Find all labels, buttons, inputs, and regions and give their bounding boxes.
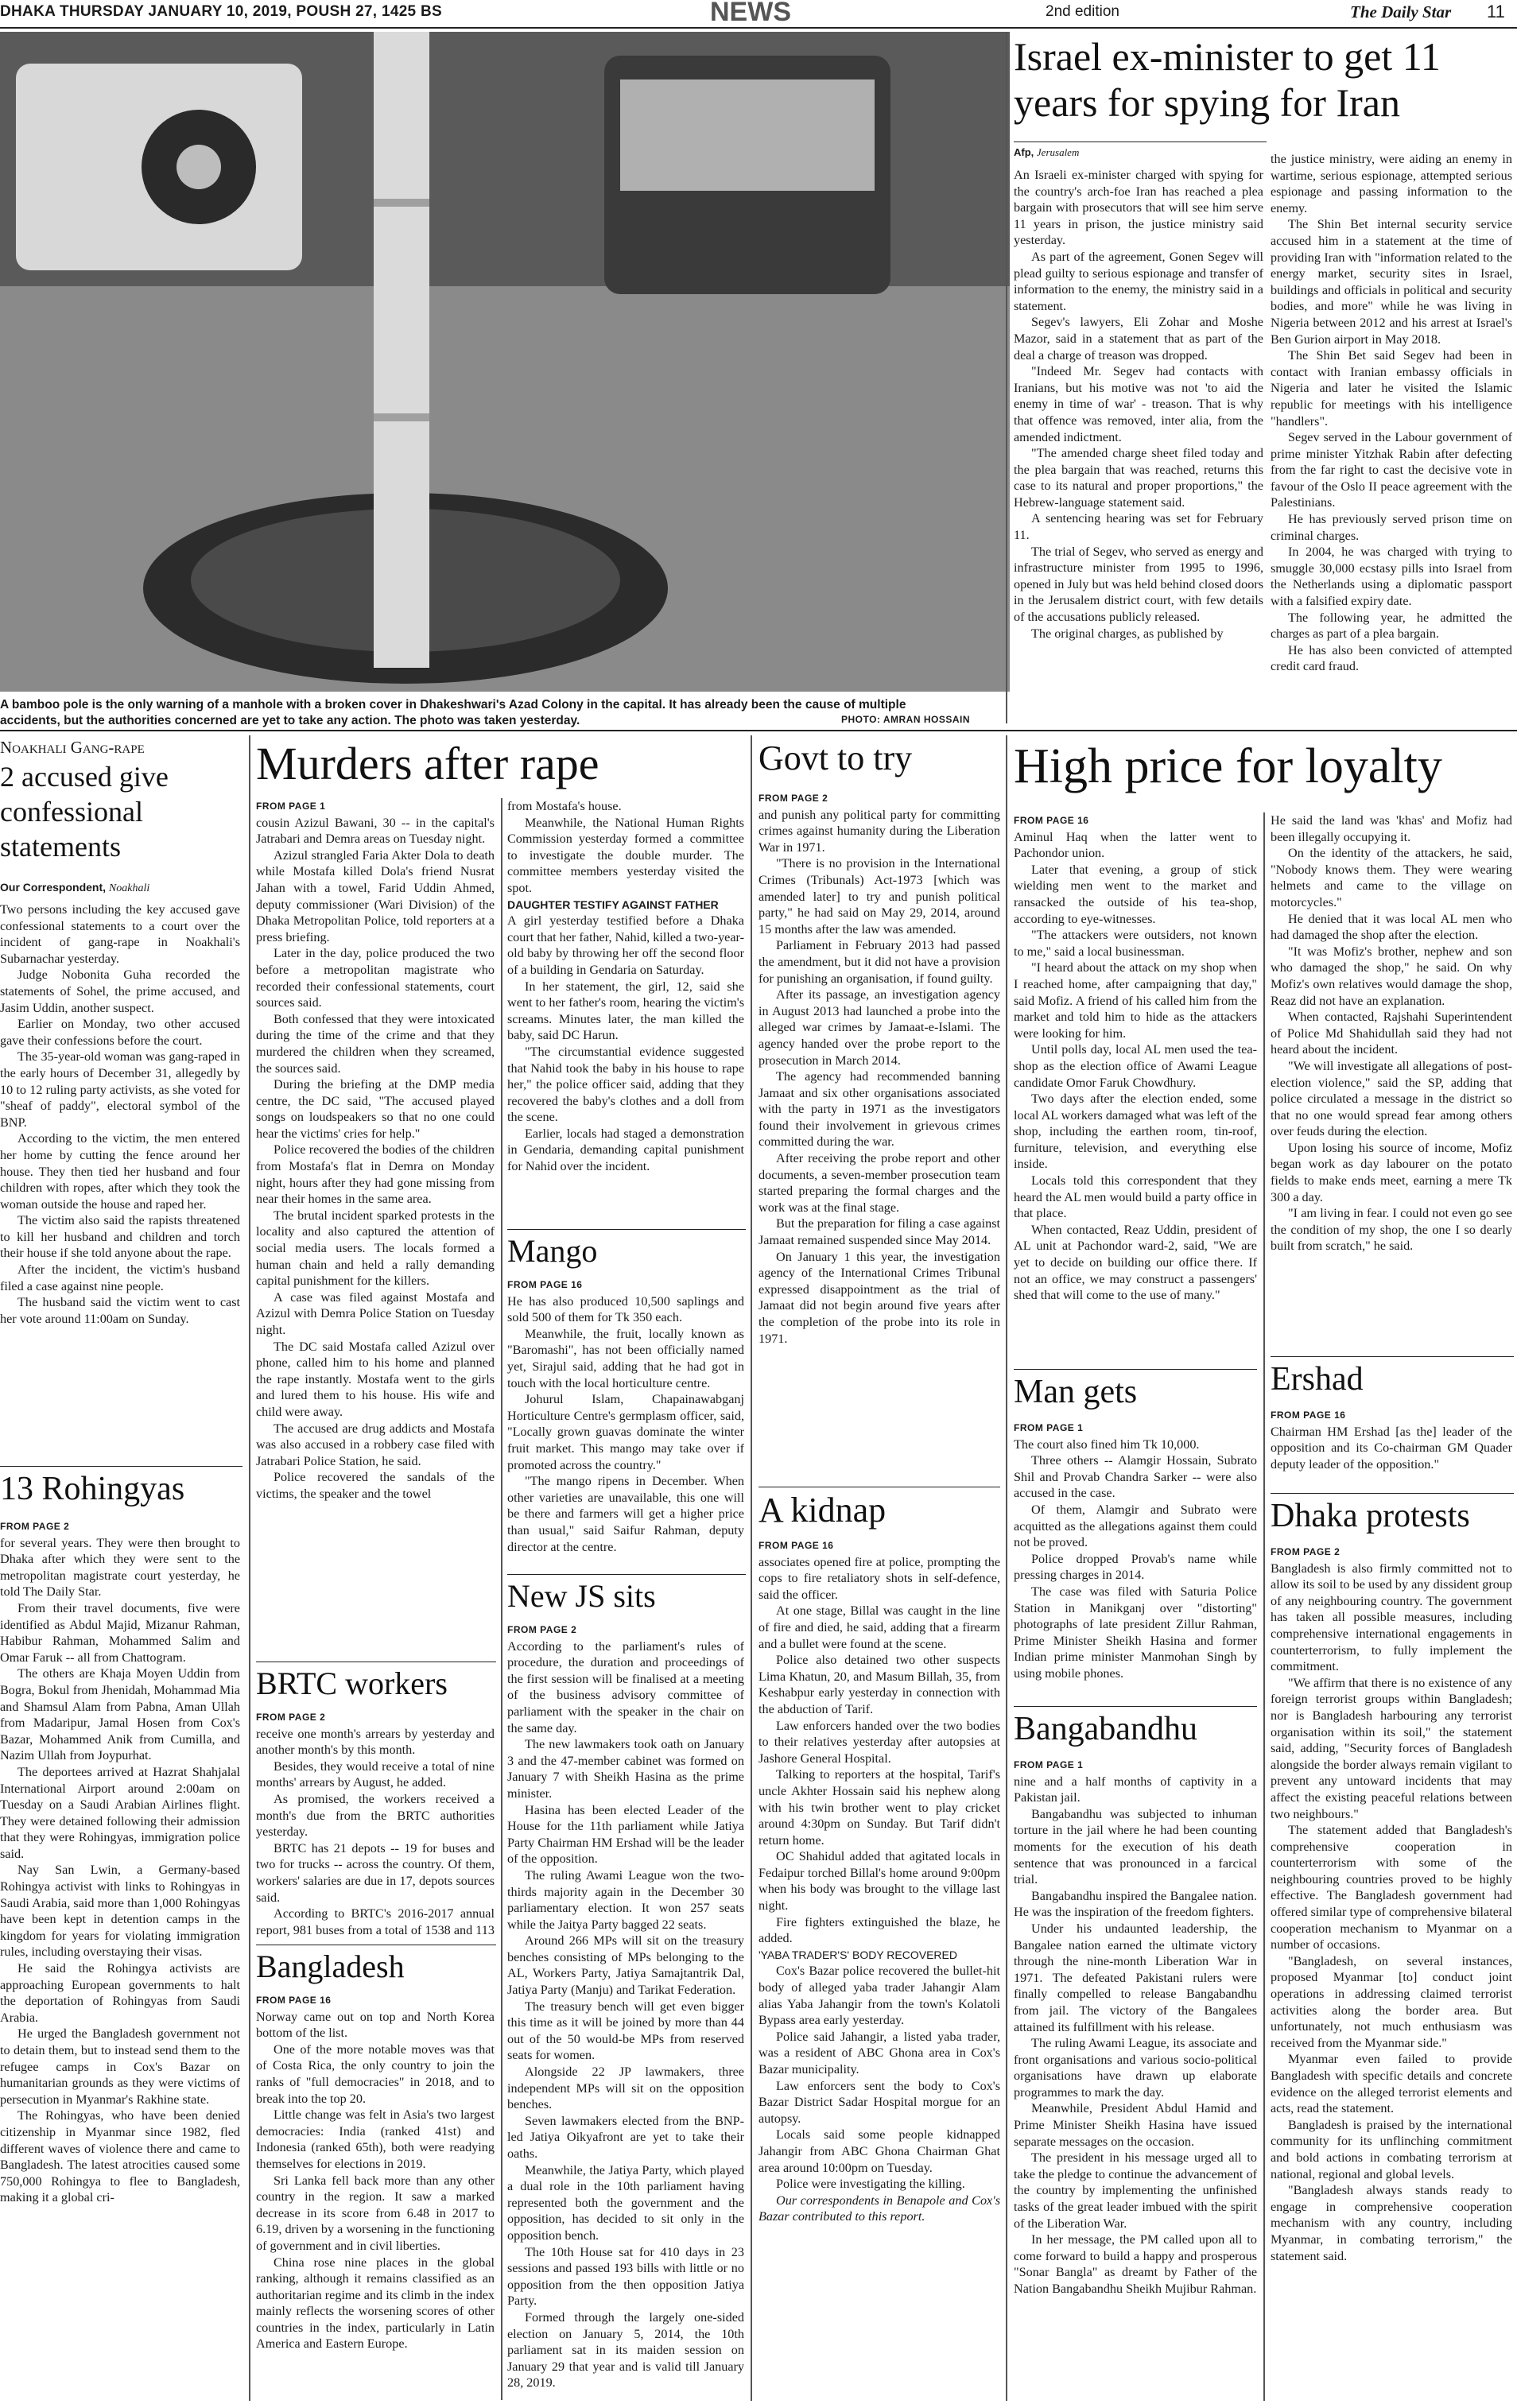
noakhali-correspondent: Our Correspondent, (0, 881, 107, 894)
photo-illustration (0, 32, 1010, 692)
paragraph: But the preparation for filing a case against Jamaat remained suspended since May 2014. (758, 1216, 1000, 1248)
paragraph: Judge Nobonita Guha recorded the statements of Sohel, the prime accused, and Jasim Uddin, another suspect. (0, 967, 240, 1015)
ershad-rule (1271, 1356, 1514, 1357)
rohingyas-body (0, 1518, 240, 2401)
paragraph: Law enforcers sent the body to Cox's Bazar District Sadar Hospital morgue for an autopsy. (758, 2078, 1000, 2126)
paragraph: "The circumstantial evidence suggested that Nahid took the baby in his house to rape her," the police officer said, adding that they recovered the baby's clothes and a doll from the scene. (507, 1044, 744, 1125)
photo-caption: A bamboo pole is the only warning of a manhole with a broken cover in Dhakeshwari's Azad Colony in the capital. It has already been the cause of multiple accidents, but the authorities concerned are yet to take any action. The photo was taken yesterday. (0, 698, 906, 727)
dhaka-body (1271, 1544, 1512, 2401)
paragraph: The 10th House sat for 410 days in 23 sessions and passed 193 bills with little or no opposition from the then opposition Jatiya Party. (507, 2244, 744, 2309)
paragraph: Of them, Alamgir and Subrato were acquitted as the allegations against them could not be proved. (1014, 1502, 1257, 1550)
kidnap-from: FROM PAGE 16 (758, 1540, 834, 1551)
bangabandhu-body (1014, 1757, 1257, 2401)
mangets-from: FROM PAGE 1 (1014, 1422, 1084, 1433)
paragraph: When contacted, Rajshahi Superintendent of Police Md Shahidullah said they had not heard about the incident. (1271, 1010, 1512, 1057)
paragraph: Locals said some people kidnapped Jahangir from ABC Ghona Chairman Ghat area around 10:00pm on Tuesday. (758, 2127, 1000, 2175)
paragraph: Police said Jahangir, a listed yaba trader, was a resident of ABC Ghona area in Cox's Bazar municipality. (758, 2029, 1000, 2076)
paragraph: The statement added that Bangladesh's comprehensive cooperation in counterterrorism with some of the neighbouring countries proved to be highly effective. The Bangladesh government had offered similar type of comprehensive bilateral cooperation mechanism to Myanmar on a number of occasions. (1271, 1823, 1512, 1952)
noakhali-place: Noakhali (108, 882, 150, 894)
noakhali-byline (0, 881, 149, 895)
israel-agency: Afp, (1014, 146, 1034, 158)
govt-headline: Govt to try (758, 739, 913, 777)
ershad-headline: Ershad (1271, 1361, 1364, 1398)
paragraph: An Israeli ex-minister charged with spying for the country's arch-foe Iran has reached a plea bargain with prosecutors that will see him serve 11 years in prison, the justice ministry said yesterday. (1014, 168, 1263, 248)
kidnap-subhead: 'YABA TRADER'S' BODY RECOVERED (758, 1948, 957, 1961)
loyalty-headline: High price for loyalty (1014, 739, 1442, 793)
paragraph: "The mango ripens in December. When other varieties are unavailable, this one will be there and farmers will get a higher price than usual," said Saifur Rahman, deputy director at the centre. (507, 1474, 744, 1554)
paragraph: Meanwhile, President Abdul Hamid and Prime Minister Sheikh Hasina have issued separate messages on the occasion. (1014, 2101, 1257, 2149)
paragraph: Around 266 MPs will sit on the treasury benches consisting of MPs belonging to the AL, Workers Party, Jatiya Samajtantrik Dal, Jatiya Party (Manju) and Tarikat Federation. (507, 1933, 744, 1998)
paragraph: The accused are drug addicts and Mostafa was also accused in a robbery case filed with Jatrabari Police Station, he said. (256, 1421, 495, 1468)
paragraph: Law enforcers handed over the two bodies to their relatives yesterday after autopsies at Jashore General Hospital. (758, 1718, 1000, 1766)
israel-divider (1006, 32, 1007, 723)
paragraph: On January 1 this year, the investigation agency of the International Crimes Tribunal expressed disappointment as the trial of Jamaat did not begin around five years after the completion of the probe into its role in 1971. (758, 1249, 1000, 1346)
murders-subhead: DAUGHTER TESTIFY AGAINST FATHER (507, 898, 719, 911)
bangladesh-headline: Bangladesh (256, 1949, 405, 1984)
paragraph: Bangladesh is praised by the international community for its unflinching commitment and bold actions in combating terrorism at national, regional and global levels. (1271, 2117, 1512, 2181)
paragraph: Both confessed that they were intoxicated during the time of the crime and that they murdered the children when they screamed, the sources said. (256, 1011, 495, 1076)
paragraph: The others are Khaja Moyen Uddin from Bogra, Bokul from Jhenidah, Mohammad Mia and Shamsul Alam from Pabna, Aman Ullah from Madaripur, Jamal Hosen from Cox's Bazar, Mohammed Anik from Cumilla, and Nazim Ullah from Joypurhat. (0, 1666, 240, 1763)
paragraph: China rose nine places in the global ranking, although it remains classified as an authoritarian regime and its climb in the index mainly reflects the worsening scores of other countries in the index, particularly in Latin America and Eastern Europe. (256, 2255, 495, 2352)
paragraph: for several years. They were then brought to Dhaka after which they were sent to the metropolitan magistrate court yesterday, he told The Daily Star. (0, 1535, 240, 1600)
paragraph: Earlier, locals had staged a demonstration in Gendaria, demanding capital punishment for Nahid over the incident. (507, 1126, 744, 1174)
ershad-body (1271, 1407, 1512, 1503)
paragraph: Hasina has been elected Leader of the House for the 11th parliament while Jatiya Party Chairman HM Ershad will be the leader of the opposition. (507, 1802, 744, 1867)
paragraph: He has previously served prison time on criminal charges. (1271, 512, 1512, 543)
bangladesh-from: FROM PAGE 16 (256, 1995, 332, 2006)
paragraph: Nay San Lwin, a Germany-based Rohingya activist with links to Rohingyas in Saudi Arabia, said more than 1,000 Rohingyas have been kept in detention camps in the kingdom for years for violating immigration rules, including overstaying their visas. (0, 1863, 240, 1960)
rohingyas-from: FROM PAGE 2 (0, 1521, 70, 1532)
paragraph: The Shin Bet internal security service accused him in a statement at the time of providing Iran with "information related to the energy market, security sites in Israel, buildings and officials in political and security bodies, and more" while he was living in Nigeria between 2012 and his arrest at Israel's Ben Gurion airport in May 2018. (1271, 217, 1512, 347)
paragraph: In her statement, the girl, 12, said she went to her father's room, hearing the victim's screams. Minutes later, the man killed the baby, said DC Harun. (507, 979, 744, 1043)
paragraph: "Bangladesh always stands ready to engage in comprehensive cooperation mechanism with any country, including Myanmar, in combating terrorism," the statement said. (1271, 2183, 1512, 2263)
paragraph: "We affirm that there is no existence of any foreign terrorist groups within Bangladesh; nor is Bangladesh harbouring any terrorist organisation within its soil," the statement said, adding, "Security forces of Bangladesh alongside the border always remain vigilant to prevent any untoward incidents that may affect the existing peaceful relations between two neighbours." (1271, 1675, 1512, 1821)
manhole-photo (0, 32, 1010, 692)
paragraph: At one stage, Billal was caught in the line of fire and died, he said, adding that a firearm and a bullet were found at the scene. (758, 1603, 1000, 1651)
masthead (0, 0, 1517, 27)
murders-from: FROM PAGE 1 (256, 801, 326, 812)
kidnap-headline: A kidnap (758, 1491, 887, 1530)
loyalty-from: FROM PAGE 16 (1014, 815, 1089, 826)
paragraph: Until polls day, local AL men used the tea-shop as the election office of Awami League candidate Omor Faruk Chowdhury. (1014, 1042, 1257, 1090)
paragraph: After the incident, the victim's husband filed a case against nine people. (0, 1262, 240, 1293)
newjs-from: FROM PAGE 2 (507, 1624, 577, 1635)
paragraph: He has also been convicted of attempted credit card fraud. (1271, 642, 1512, 674)
dhaka-rule (1271, 1493, 1514, 1494)
paragraph: He said the Rohingya activists are approaching European governments to halt the deportation of Rohingyas from Saudi Arabia. (0, 1961, 240, 2025)
paragraph: Sri Lanka fell back more than any other country in the region. It saw a marked decrease in its score from 6.48 in 2017 to 6.19, driven by a worsening in the functioning of government and in civil liberties. (256, 2173, 495, 2253)
murders-col2 (507, 798, 744, 1227)
paragraph: A case was filed against Mostafa and Azizul with Demra Police Station on Tuesday night. (256, 1289, 495, 1337)
paragraph: The Rohingyas, who have been denied citizenship in Myanmar since 1982, fled different waves of violence there and came to Bangladesh. The latest atrocities caused some 750,000 Rohingya to flee to Bangladesh, making it a global cri- (0, 2108, 240, 2205)
kidnap-body (758, 1537, 1000, 2401)
paragraph: The ruling Awami League, its associate and front organisations and various socio-political organisations have drawn up elaborate programmes to mark the day. (1014, 2036, 1257, 2100)
paragraph: Meanwhile, the Jatiya Party, which played a dual role in the 10th parliament having represented both the government and the opposition, has decided to sit only in the opposition bench. (507, 2162, 744, 2243)
mango-body (507, 1277, 744, 1571)
paragraph: Meanwhile, the fruit, locally known as "Baromashi", has not been officially named yet, Sirajul said, adding that he had got in touch with the local horticulture centre. (507, 1326, 744, 1390)
paragraph: Formed through the largely one-sided election on January 5, 2014, the 10th parliament sat in its maiden session on January 29 that year and is valid till January 28, 2019. (507, 2309, 744, 2391)
govt-body (758, 790, 1000, 1482)
paragraph: Three others -- Alamgir Hossain, Subrato Shil and Provab Chandra Sarker -- were also accused in the case. (1014, 1453, 1257, 1501)
mango-rule (507, 1229, 746, 1230)
lower-rule (0, 730, 1517, 731)
paragraph: Segev's lawyers, Eli Zohar and Moshe Mazor, said in a statement that as part of the deal a charge of treason was dropped. (1014, 315, 1263, 363)
paragraph: Parliament in February 2013 had passed the amendment, but it did not have a provision for punishing an organisation, if found guilty. (758, 938, 1000, 986)
paragraph: The court also fined him Tk 10,000. (1014, 1437, 1200, 1452)
paragraph: In her message, the PM called upon all to come forward to build a happy and prosperous "Sonar Bangla" as dreamt by Father of the Nation Bangabandhu Sheikh Mujibur Rahman. (1014, 2232, 1257, 2296)
paragraph: A girl yesterday testified before a Dhaka court that her father, Nahid, killed a two-year-old baby by throwing her off the second floor of a building in Gendaria on Saturday. (507, 913, 744, 977)
ershad-from: FROM PAGE 16 (1271, 1410, 1346, 1421)
paragraph: Azizul strangled Faria Akter Dola to death while Mostafa killed Dola's friend Nusrat Jahan with a towel, Farid Uddin Ahmed, deputy commissioner (Wari Division) of the Dhaka Metropolitan Police, told reporters at a press briefing. (256, 847, 495, 944)
paragraph: receive one month's arrears by yesterday and another month's by this month. (256, 1726, 495, 1758)
paragraph: Police dropped Provab's name while pressing charges in 2014. (1014, 1551, 1257, 1583)
rohingyas-headline: 13 Rohingyas (0, 1471, 185, 1507)
paragraph: The ruling Awami League won the two-thirds majority again in the December 30 parliamentary election. It won 257 seats while the Jaitya Party bagged 22 seats. (507, 1867, 744, 1932)
paragraph: Bangabandhu inspired the Bangalee nation. He was the inspiration of the freedom fighters. (1014, 1888, 1257, 1920)
paragraph: Meanwhile, the National Human Rights Commission yesterday formed a committee to investigate the double murder. The committee members yesterday visited the spot. (507, 815, 744, 895)
rohingya-rule (0, 1466, 242, 1467)
paragraph: Cox's Bazar police recovered the bullet-hit body of alleged yaba trader Jahangir Alam alias Yaba Jahangir from the town's Kolatoli Bypass area early yesterday. (758, 1964, 1000, 2028)
paragraph: According to the victim, the men entered her home by cutting the fence around her house. They then tied her husband and four children with ropes, after which they took the woman outside the house and raped her. (0, 1131, 240, 1212)
photo-credit: PHOTO: AMRAN HOSSAIN (841, 714, 971, 725)
newjs-rule (507, 1574, 746, 1575)
israel-col2 (1271, 151, 1512, 723)
paragraph: The DC said Mostafa called Azizul over phone, called him to his home and planned the rape instantly. Mostafa went to the girls and lured them to his house. His wife and child were away. (256, 1339, 495, 1419)
brtc-headline: BRTC workers (256, 1665, 448, 1701)
paragraph: The agency had recommended banning Jamaat and six other organisations associated with the party in 1971 as the investigators found their involvement in grievous crimes committed during the war. (758, 1069, 1000, 1150)
paragraph: The president in his message urged all to take the pledge to continue the advancement of the country by implementing the unfinished tasks of the great leader imbued with the spirit of the Liberation War. (1014, 2150, 1257, 2231)
paragraph: The case was filed with Saturia Police Station in Manikganj over "distorting" photographs of late president Zillur Rahman, Prime Minister Sheikh Hasina and former Indian prime minister Manmohan Singh by using mobile phones. (1014, 1584, 1257, 1681)
paragraph: In 2004, he was charged with trying to smuggle 30,000 ecstasy pills into Israel from the Netherlands using a diplomatic passport with a falsified expiry date. (1271, 545, 1512, 609)
paragraph: He has also produced 10,500 saplings and sold 500 of them for Tk 350 each. (507, 1293, 744, 1325)
paragraph: Bangabandhu was subjected to inhuman torture in the jail where he had been counting moments for the execution of his death sentence that was pronounced in a farcical trial. (1014, 1806, 1257, 1887)
paragraph: Police recovered the bodies of the children from Mostafa's flat in Demra on Monday night, hours after they had gone missing from near their homes in the same area. (256, 1142, 495, 1207)
israel-col1 (1014, 167, 1263, 723)
paragraph: He denied that it was local AL men who had damaged the shop after the election. (1271, 911, 1512, 943)
loyalty-col1 (1014, 812, 1257, 1369)
israel-place: Jerusalem (1036, 146, 1080, 158)
paragraph: Alongside 22 JP lawmakers, three independent MPs will sit on the opposition benches. (507, 2065, 744, 2112)
paragraph: Police were investigating the killing. (776, 2177, 965, 2192)
paragraph: Little change was felt in Asia's two largest democracies: India (ranked 41st) and Indonesia (ranked 65th), both were readying themselves for elections in 2019. (256, 2107, 495, 2171)
section-label: NEWS (710, 0, 791, 27)
paragraph: From their travel documents, five were identified as Abdul Majid, Mizanur Rahman, Habibur Rahman, Mohammed Salim and Omar Faruk -- all from Chattogram. (0, 1600, 240, 1665)
bangabandhu-from: FROM PAGE 1 (1014, 1759, 1084, 1770)
paragraph: "We will investigate all allegations of post-election violence," said the SP, adding that police circulated a message in the district so that no one would spread fear among others over feuds during the election. (1271, 1058, 1512, 1139)
paragraph: The brutal incident sparked protests in the locality and also captured the attention of social media users. The locals formed a human chain and held a rally demanding capital punishment for the killers. (256, 1208, 495, 1289)
dateline: DHAKA THURSDAY JANUARY 10, 2019, POUSH 27, 1425 BS (0, 3, 442, 20)
paragraph: Talking to reporters at the hospital, Tarif's uncle Akhter Hossain said his nephew along with his twin brother went to play cricket around 4:30pm on Sunday. But Tarif didn't return home. (758, 1767, 1000, 1848)
col-divider-3 (1006, 735, 1007, 2401)
mangets-headline: Man gets (1014, 1374, 1138, 1410)
paragraph: cousin Azizul Bawani, 30 -- in the capital's Jatrabari and Demra areas on Tuesday night. (256, 815, 495, 847)
paragraph: the justice ministry, were aiding an enemy in wartime, serious espionage, attempted serious espionage and passing information to the enemy. (1271, 152, 1512, 215)
paragraph: The 35-year-old woman was gang-raped in the early hours of December 31, allegedly by 10 to 12 ruling party activists, as she voted for "sheaf of paddy", electoral symbol of the BNP. (0, 1049, 240, 1130)
paragraph: The treasury bench will get even bigger this time as it will be joined by more than 44 out of the 50 would-be MPs from reserved seats for women. (507, 1999, 744, 2063)
israel-byline (1014, 146, 1079, 159)
paragraph: Norway came out on top and North Korea bottom of the list. (256, 2009, 495, 2041)
paragraph: Bangladesh is also firmly committed not to allow its soil to be used by any dissident group of any neighbouring country. The government has taken all possible measures, including comprehensive international engagements in counterterrorism, to fully implement the commitment. (1271, 1561, 1512, 1674)
paragraph: OC Shahidul added that agitated locals in Fedaipur torched Billal's home around 9:00pm when his body was brought to the village last night. (758, 1849, 1000, 1914)
paragraph: and punish any political party for committing crimes against humanity during the Liberation War in 1971. (758, 807, 1000, 855)
col-divider-1 (249, 735, 250, 2401)
paragraph: "It was Mofiz's brother, nephew and son who damaged the shop," he said. On why Mofiz's own relatives would damage the shop, Reaz did not have an explanation. (1271, 944, 1512, 1008)
paragraph: The husband said the victim went to cast her vote around 11:00am on Sunday. (0, 1295, 240, 1326)
paragraph: The trial of Segev, who served as energy and infrastructure minister from 1995 to 1996, opened in July but was held behind closed doors in the Jerusalem district court, with few details of the accusations publicly released. (1014, 544, 1263, 625)
paragraph: One of the more notable moves was that of Costa Rica, the only country to join the ranks of "full democracies" in 2018, and to break into the top 20. (256, 2042, 495, 2106)
paragraph: Chairman HM Ershad [as the] leader of the opposition and its Co-chairman GM Quader deputy leader of the opposition." (1271, 1424, 1512, 1472)
paragraph: After its passage, an investigation agency in August 2013 had launched a probe into the alleged war crimes by Jamaat-e-Islami. The agency handed over the probe report to the prosecution in March 2014. (758, 987, 1000, 1068)
paragraph: According to BRTC's 2016-2017 annual report, 981 buses from a total of 1538 and 113 (256, 1906, 495, 1937)
paragraph: The new lawmakers took oath on January 3 and the 47-member cabinet was formed on January 7 with Sheikh Hasina as the prime minister. (507, 1737, 744, 1801)
govt-from: FROM PAGE 2 (758, 793, 828, 804)
bangabandhu-rule (1014, 1706, 1257, 1707)
page-number: 11 (1487, 2, 1505, 21)
bangladesh-body (256, 1992, 495, 2401)
brtc-from: FROM PAGE 2 (256, 1712, 326, 1723)
paragraph: Upon losing his source of income, Mofiz began work as day labourer on the potato fields to make ends meet, earning a mere Tk 300 a day. (1271, 1140, 1512, 1204)
paragraph: He urged the Bangladesh government not to detain them, but to instead send them to the refugee camps in Cox's Bazar on humanitarian grounds as they were victims of persecution in Myanmar's Rakhine state. (0, 2026, 240, 2107)
paragraph: The victim also said the rapists threatened to kill her husband and children and torch their house if she told anyone about the rape. (0, 1213, 240, 1261)
dhaka-from: FROM PAGE 2 (1271, 1546, 1340, 1557)
mangets-body (1014, 1420, 1257, 1706)
contributor-note: Our correspondents in Benapole and Cox's Bazar contributed to this report. (758, 2193, 1000, 2224)
paragraph: The deportees arrived at Hazrat Shahjalal International Airport around 2:00am on Tuesday on a Saudi Arabian Airlines flight. They were detained following their admission that they were Rohingyas, immigration police said. (0, 1764, 240, 1861)
paragraph: Earlier on Monday, two other accused gave their confessions before the court. (0, 1017, 240, 1048)
newjs-headline: New JS sits (507, 1578, 656, 1614)
loyalty-inner-divider (1263, 812, 1265, 2401)
murders-headline: Murders after rape (256, 738, 599, 789)
masthead-rule (0, 27, 1517, 29)
paragraph: Police also detained two other suspects Lima Khatun, 20, and Masum Billah, 35, from Keshabpur early yesterday in connection with the abduction of Tarif. (758, 1653, 1000, 1716)
paragraph: Seven lawmakers elected from the BNP-led Jatiya Oikyafront are yet to take their oaths. (507, 2113, 744, 2161)
mangets-rule (1014, 1369, 1257, 1370)
paragraph: When contacted, Reaz Uddin, president of AL unit at Pachondor ward-2, said, "We are yet to decide on building our office there. If not an office, we may construct a passengers' shed that will come to the use of many." (1014, 1222, 1257, 1303)
paragraph: The original charges, as published by (1031, 626, 1224, 641)
dhaka-headline: Dhaka protests (1271, 1498, 1470, 1534)
noakhali-body (0, 902, 240, 1458)
col-divider-2 (751, 735, 752, 2401)
paragraph: nine and a half months of captivity in a Pakistan jail. (1014, 1774, 1257, 1805)
brtc-body (256, 1709, 495, 1940)
paragraph: "The attackers were outsiders, not known to me," said a local businessman. (1014, 928, 1257, 959)
paragraph: A sentencing hearing was set for February 11. (1014, 511, 1263, 543)
paragraph: Police recovered the sandals of the victims, the speaker and the towel (256, 1470, 495, 1501)
paragraph: Fire fighters extinguished the blaze, he added. (758, 1914, 1000, 1946)
paragraph: "Indeed Mr. Segev had contacts with Iranians, but his motive was not 'to aid the enemy in time of war' - treason. That is why that offence was removed, inter alia, from the amended indictment. (1014, 364, 1263, 444)
paragraph: Two persons including the key accused gave confessional statements to a court over the incident of gang-rape in Noakhali's Subarnachar yesterday. (0, 902, 240, 966)
paragraph: associates opened fire at police, prompting the cops to fire retaliatory shots in self-defence, said the officer. (758, 1554, 1000, 1602)
paragraph: Two days after the election ended, some local AL workers damaged what was left of the shop, including the earthen room, tin-roof, furniture, television, and everything else inside. (1014, 1092, 1257, 1172)
paragraph: Johurul Islam, Chapainawabganj Horticulture Centre's germplasm officer, said, "Locally grown guavas dominate the winter fruit market. This mango may take over if promoted across the country." (507, 1392, 744, 1472)
paragraph: "The amended charge sheet filed today and the plea bargain that was reached, returns this case to its natural and proper proportions," the Hebrew-language statement said. (1014, 446, 1263, 510)
paragraph: As part of the agreement, Gonen Segev will plead guilty to serious espionage and transfer of information to the enemy, the ministry said in a statement. (1014, 249, 1263, 313)
paragraph: from Mostafa's house. (507, 799, 622, 813)
paragraph: During the briefing at the DMP media centre, the DC said, "The accused played songs on loudspeakers so that no one could hear the victims' cries for help." (256, 1077, 495, 1141)
paragraph: As promised, the workers received a month's due from the BRTC authorities yesterday. (256, 1791, 495, 1840)
paragraph: BRTC has 21 depots -- 19 for buses and two for trucks -- across the country. Of them, workers' salaries are due in 17, depots sources said. (256, 1840, 495, 1905)
paragraph: "Bangladesh, on several instances, proposed Myanmar [to] conduct joint operations in addressing claimed terrorist activities along the border area. But unfortunately, not much enthusiasm was received from the Myanmar side." (1271, 1953, 1512, 2050)
paper-logo: The Daily Star (1350, 2, 1452, 21)
paragraph: Myanmar even failed to provide Bangladesh with specific details and concrete evidence on the alleged terrorist elements and acts, read the statement. (1271, 2052, 1512, 2116)
paragraph: The Shin Bet said Segev had been in contact with Iranian embassy officials in Nigeria and later he visited the Islamic republic for meetings with his intelligence "handlers". (1271, 348, 1512, 428)
paragraph: Aminul Haq when the latter went to Pachondor union. (1014, 829, 1257, 861)
paragraph: He said the land was 'khas' and Mofiz had been illegally occupying it. (1271, 813, 1512, 844)
paragraph: Later in the day, police produced the two before a metropolitan magistrate who recorded their confessional statements, court sources said. (256, 946, 495, 1010)
murders-inner-divider (501, 798, 502, 2400)
paragraph: Segev served in the Labour government of prime minister Yitzhak Rabin after defecting from the far right to cast the decisive vote in favour of the Oslo II peace agreement with the Palestinians. (1271, 430, 1512, 510)
noakhali-kicker: Noakhali Gang-rape (0, 738, 145, 757)
mango-from: FROM PAGE 16 (507, 1279, 583, 1290)
israel-headline: Israel ex-minister to get 11 years for spying for Iran (1014, 34, 1441, 125)
bangabandhu-headline: Bangabandhu (1014, 1711, 1197, 1747)
paragraph: Under his undaunted leadership, the Bangalee nation earned the ultimate victory through the nine-month Liberation War in 1971. The defeated Pakistani rulers were finally compelled to release Bangabandhu from jail. The victory of the Bangalees attained its fulfillment with his release. (1014, 1921, 1257, 2034)
edition-label: 2nd edition (1046, 3, 1119, 20)
paragraph: "I heard about the attack on my shop when I reached home, after campaigning that day," said Mofiz. A friend of his called him from the market and told him to hide as the attackers were looking for him. (1014, 960, 1257, 1041)
newjs-body (507, 1622, 744, 2401)
paragraph: The following year, he admitted the charges as part of a plea bargain. (1271, 610, 1512, 642)
paragraph: "There is no provision in the International Crimes (Tribunals) Act-1973 [which was amended later] to try and punish political party," he had said on May 29, 2014, around 15 months after the law was amended. (758, 856, 1000, 936)
murders-col1 (256, 798, 495, 1657)
paragraph: Besides, they would receive a total of nine months' arrears by August, he added. (256, 1758, 495, 1790)
paragraph: Locals told this correspondent that they heard the AL men would build a party office in that place. (1014, 1173, 1257, 1221)
paragraph: Later that evening, a group of stick wielding men went to the market and ransacked the outside of his tea-shop, according to eye-witnesses. (1014, 862, 1257, 926)
noakhali-headline: 2 accused give confessional statements (0, 761, 169, 863)
paragraph: On the identity of the attackers, he said, "Nobody knows them. They were wearing helmets and came to the village on motorcycles." (1271, 846, 1512, 909)
paragraph: After receiving the probe report and other documents, a seven-member prosecution team started preparing the formal charges and the work was at the final stage. (758, 1151, 1000, 1215)
mango-headline: Mango (507, 1233, 598, 1269)
loyalty-col2 (1271, 812, 1512, 1353)
paragraph: According to the parliament's rules of procedure, the duration and proceedings of the first session will be finalised at a meeting of the business advisory committee of parliament with the speaker in the chair on the same day. (507, 1638, 744, 1735)
paragraph: "I am living in fear. I could not even go see the condition of my shop, the one I so dearly built from scratch," he said. (1271, 1206, 1512, 1254)
